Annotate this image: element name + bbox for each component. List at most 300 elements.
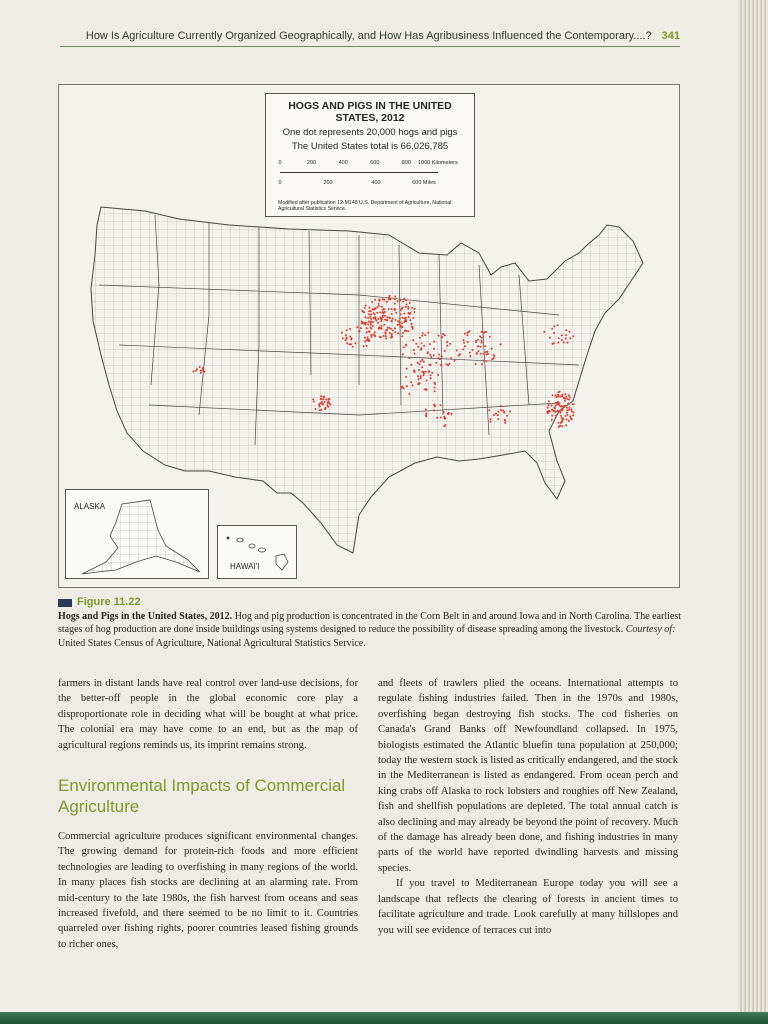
- hog-dot: [361, 310, 363, 312]
- hog-dot: [342, 337, 344, 339]
- hog-dot: [417, 346, 419, 348]
- hog-dot: [466, 334, 468, 336]
- hog-dot: [401, 335, 403, 337]
- hog-dot: [430, 377, 432, 379]
- hog-dot: [319, 406, 321, 408]
- hog-dot: [411, 364, 413, 366]
- map-source: Modified after publication 12-M148 U.S. Department of Agriculture, National Agricultural Statistics Service.: [278, 200, 452, 212]
- figure-caption: [58, 596, 688, 650]
- hog-dot: [378, 328, 380, 330]
- hog-dot: [551, 405, 553, 407]
- hog-dot: [569, 337, 571, 339]
- hog-dot: [486, 354, 488, 356]
- hog-dot: [423, 345, 425, 347]
- hog-dot: [558, 404, 560, 406]
- hog-dot: [397, 324, 399, 326]
- hog-dot: [421, 342, 423, 344]
- hog-dot: [375, 307, 377, 309]
- hog-dot: [430, 374, 432, 376]
- hog-dot: [500, 343, 502, 345]
- scale-tick-label: 600: [370, 160, 380, 166]
- hog-dot: [402, 317, 404, 319]
- hog-dot: [390, 328, 392, 330]
- hog-dot: [395, 312, 397, 314]
- hog-dot: [428, 371, 430, 373]
- hog-dot: [374, 335, 376, 337]
- hog-dot: [559, 425, 561, 427]
- hog-dot: [509, 411, 511, 413]
- hog-dot: [397, 320, 399, 322]
- hog-dot: [397, 332, 399, 334]
- hog-dot: [380, 316, 382, 318]
- hog-dot: [506, 415, 508, 417]
- hog-dot: [447, 345, 449, 347]
- hog-dot: [370, 328, 372, 330]
- hog-dot: [422, 332, 424, 334]
- hog-dot: [413, 371, 415, 373]
- hog-dot: [558, 337, 560, 339]
- hog-dot: [315, 408, 317, 410]
- hog-dot: [361, 321, 363, 323]
- hog-dot: [326, 404, 328, 406]
- hog-dot: [369, 316, 371, 318]
- hog-dot: [408, 316, 410, 318]
- hog-dot: [404, 318, 406, 320]
- hog-dot: [401, 308, 403, 310]
- hog-dot: [566, 409, 568, 411]
- hog-dot: [500, 405, 502, 407]
- hog-dot: [420, 360, 422, 362]
- hog-dot: [565, 396, 567, 398]
- hog-dot: [419, 337, 421, 339]
- hog-dot: [409, 302, 411, 304]
- hog-dot: [412, 328, 414, 330]
- hog-dot: [477, 339, 479, 341]
- hog-dot: [381, 306, 383, 308]
- hog-dot: [555, 394, 557, 396]
- paragraph: Commercial agriculture produces significant environmental changes. The growing demand for protein-rich foods and more efficient technologies are leading to overfishing in many regions of the world. In many places fish stocks are declining at an alarming rate. From mid-century to the late 1980s, the fish harvest from oceans and seas increased fivefold, and there seemed to be no limit to it. Countries quarreled over fishing rights, poorer countries leased fishing grounds to richer ones,: [58, 831, 358, 950]
- hog-dot: [319, 402, 321, 404]
- hog-dot: [325, 399, 327, 401]
- hog-dot: [368, 339, 370, 341]
- hog-dot: [406, 303, 408, 305]
- hog-dot: [557, 401, 559, 403]
- hog-dot: [421, 359, 423, 361]
- paragraph: If you travel to Mediterranean Europe today you will see a landscape that reflects the clearing of forests in ancient times to facilitate agriculture and trade. Look carefully at many hillslopes and you will see evidence of terraces cut into: [378, 878, 678, 936]
- hog-dot: [425, 408, 427, 410]
- hog-dot: [394, 319, 396, 321]
- hog-dot: [568, 420, 570, 422]
- hog-dot: [426, 380, 428, 382]
- hog-dot: [320, 398, 322, 400]
- hog-dot: [573, 403, 575, 405]
- hog-dot: [385, 333, 387, 335]
- hog-dot: [502, 410, 504, 412]
- hog-dot: [467, 332, 469, 334]
- hog-dot: [365, 305, 367, 307]
- hog-dot: [346, 342, 348, 344]
- hog-dot: [563, 418, 565, 420]
- hog-dot: [469, 330, 471, 332]
- hog-dot: [405, 345, 407, 347]
- hog-dot: [403, 387, 405, 389]
- hog-dot: [372, 334, 374, 336]
- hog-dot: [400, 313, 402, 315]
- hog-dot: [568, 407, 570, 409]
- hog-dot: [368, 320, 370, 322]
- hog-dot: [367, 323, 369, 325]
- hog-dot: [500, 409, 502, 411]
- hog-dot: [434, 390, 436, 392]
- hog-dot: [464, 333, 466, 335]
- hog-dot: [568, 394, 570, 396]
- hog-dot: [483, 353, 485, 355]
- hog-dot: [565, 329, 567, 331]
- hog-dot: [417, 362, 419, 364]
- hog-dot: [484, 345, 486, 347]
- hog-dot: [554, 407, 556, 409]
- hog-dot: [405, 299, 407, 301]
- hog-dot: [561, 425, 563, 427]
- hog-dot: [364, 337, 366, 339]
- hog-dot: [401, 322, 403, 324]
- hog-dot: [356, 326, 358, 328]
- hog-dot: [552, 394, 554, 396]
- hog-dot: [352, 346, 354, 348]
- hog-dot: [327, 400, 329, 402]
- hog-dot: [345, 334, 347, 336]
- hog-dot: [386, 301, 388, 303]
- hog-dot: [561, 410, 563, 412]
- hog-dot: [372, 321, 374, 323]
- hog-dot: [480, 353, 482, 355]
- hog-dot: [433, 409, 435, 411]
- hog-dot: [469, 355, 471, 357]
- hog-dot: [327, 398, 329, 400]
- scale-tick-label: 800: [401, 160, 411, 166]
- hog-dot: [322, 398, 324, 400]
- hog-dot: [567, 403, 569, 405]
- hog-dot: [372, 325, 374, 327]
- hog-dot: [386, 316, 388, 318]
- hog-dot: [412, 317, 414, 319]
- hog-dot: [417, 375, 419, 377]
- hog-dot: [554, 410, 556, 412]
- hog-dot: [566, 412, 568, 414]
- running-head-text: How Is Agriculture Currently Organized Geographically, and How Has Agribusiness Influenced the Contemporary....?: [85, 30, 652, 42]
- hog-dot: [403, 298, 405, 300]
- hog-dot: [425, 414, 427, 416]
- hog-dot: [420, 347, 422, 349]
- hog-dot: [497, 418, 499, 420]
- hog-dot: [559, 410, 561, 412]
- hog-dot: [443, 425, 445, 427]
- hog-dot: [481, 342, 483, 344]
- hog-dot: [394, 308, 396, 310]
- section-heading: Environmental Impacts of Commercial Agriculture: [58, 776, 346, 817]
- hog-dot: [549, 337, 551, 339]
- hog-dot: [407, 306, 409, 308]
- hog-dot: [449, 363, 451, 365]
- alaska-label: ALASKA: [74, 502, 106, 511]
- hog-dot: [551, 328, 553, 330]
- hog-dot: [441, 355, 443, 357]
- paragraph: farmers in distant lands have real control over land-use decisions, for the better-off people in the global economic core play a disproportionate role in deciding what will be bought at what price. The colonial era may have come to an end, but as the map of agricultural regions reminds us, its imprint remains strong.: [58, 678, 358, 751]
- body-column-right: [378, 676, 678, 938]
- hog-dot: [379, 311, 381, 313]
- hog-dot: [483, 332, 485, 334]
- scale-tick-label: 0: [278, 180, 282, 186]
- hog-dot: [469, 352, 471, 354]
- hog-dot: [373, 317, 375, 319]
- hog-dot: [397, 300, 399, 302]
- hog-dot: [399, 321, 401, 323]
- hog-dot: [383, 324, 385, 326]
- hog-dot: [389, 317, 391, 319]
- hog-dot: [192, 371, 194, 373]
- hog-dot: [467, 341, 469, 343]
- hog-dot: [409, 357, 411, 359]
- hog-dot: [564, 393, 566, 395]
- hog-dot: [562, 405, 564, 407]
- hog-dot: [407, 330, 409, 332]
- hog-dot: [444, 334, 446, 336]
- hog-dot: [409, 312, 411, 314]
- hog-dot: [547, 407, 549, 409]
- hog-dot: [418, 369, 420, 371]
- hog-dot: [377, 322, 379, 324]
- hog-dot: [497, 414, 499, 416]
- hog-dot: [370, 324, 372, 326]
- hog-dot: [360, 327, 362, 329]
- hog-dot: [447, 364, 449, 366]
- hog-dot: [413, 349, 415, 351]
- hog-dot: [391, 313, 393, 315]
- hog-dot: [404, 320, 406, 322]
- hog-dot: [475, 363, 477, 365]
- hog-dot: [385, 337, 387, 339]
- scale-tick-label: 200: [307, 160, 317, 166]
- hog-dot: [319, 409, 321, 411]
- hog-dot: [429, 343, 431, 345]
- hog-dot: [410, 381, 412, 383]
- hog-dot: [440, 364, 442, 366]
- hog-dot: [196, 368, 198, 370]
- hog-dot: [448, 412, 450, 414]
- hog-dot: [365, 322, 367, 324]
- hog-dot: [561, 394, 563, 396]
- hog-dot: [548, 404, 550, 406]
- hog-dot: [380, 325, 382, 327]
- hog-dot: [438, 335, 440, 337]
- map-legend: [265, 93, 475, 217]
- hog-dot: [406, 385, 408, 387]
- hog-dot: [384, 315, 386, 317]
- hog-dot: [383, 312, 385, 314]
- hog-dot: [389, 332, 391, 334]
- hog-dot: [367, 337, 369, 339]
- hog-dot: [383, 335, 385, 337]
- total-text: The United States total is 66,026,785: [291, 141, 449, 152]
- hog-dot: [438, 357, 440, 359]
- hog-dot: [571, 408, 573, 410]
- dot-value-text: One dot represents 20,000 hogs and pigs: [282, 127, 458, 138]
- hog-dot: [411, 307, 413, 309]
- hog-dot: [378, 305, 380, 307]
- hog-dot: [392, 330, 394, 332]
- hog-dot: [366, 331, 368, 333]
- hog-dot: [433, 341, 435, 343]
- figure-marker-icon: [58, 599, 72, 607]
- paragraph: and fleets of trawlers plied the oceans. International attempts to regulate fishing industries failed. Then in the 1970s and 1980s, overfishing began destroying fish stocks. The cod fisheries on Canada's Grand Banks off Newfoundland collapsed. In 1975, biologists estimated the Atlantic bluefin tuna population at 250,000; today the western stock is listed as critically endangered, and the stock in the Mediterranean is listed as endangered. From ocean perch and king crabs off Alaska to rock lobsters and roughies off New Zealand, fish and shellfish populations are depleted. The total annual catch is also declining and may already be beyond the point of recovery. Much of the damage has already been done, and fishing industries in many parts of the world have reported dwindling harvests and missing species.: [378, 678, 678, 874]
- hog-dot: [378, 299, 380, 301]
- hog-dot: [491, 358, 493, 360]
- hog-dot: [572, 414, 574, 416]
- hog-dot: [553, 325, 555, 327]
- hog-dot: [385, 329, 387, 331]
- hog-dot: [368, 313, 370, 315]
- scale-tick-label: 1000 Kilometers: [418, 160, 458, 166]
- hog-dot: [426, 389, 428, 391]
- hog-dot: [366, 327, 368, 329]
- hog-dot: [425, 371, 427, 373]
- hog-dot: [389, 295, 391, 297]
- hog-dot: [402, 332, 404, 334]
- figure-map-frame: [58, 84, 680, 588]
- hog-dot: [557, 410, 559, 412]
- hog-dot: [561, 339, 563, 341]
- hog-dot: [384, 319, 386, 321]
- hog-dot: [399, 317, 401, 319]
- hog-dot: [370, 334, 372, 336]
- hog-dot: [391, 333, 393, 335]
- hog-dot: [415, 343, 417, 345]
- hog-dot: [557, 394, 559, 396]
- hog-dot: [429, 364, 431, 366]
- hog-dot: [407, 308, 409, 310]
- scale-tick-label: 400: [371, 180, 381, 186]
- hog-dot: [202, 367, 204, 369]
- hawaii-label: HAWAI'I: [230, 562, 260, 571]
- hog-dot: [412, 384, 414, 386]
- hog-dot: [450, 357, 452, 359]
- hog-dot: [556, 403, 558, 405]
- hog-dot: [552, 343, 554, 345]
- hog-dot: [553, 332, 555, 334]
- running-head: [60, 30, 680, 47]
- hog-dot: [440, 417, 442, 419]
- hog-dot: [365, 316, 367, 318]
- hog-dot: [573, 412, 575, 414]
- hog-dot: [413, 311, 415, 313]
- scale-bar: [278, 160, 462, 194]
- scale-tick-label: 600 Miles: [412, 180, 436, 186]
- hog-dot: [383, 308, 385, 310]
- hog-dot: [369, 331, 371, 333]
- hog-dot: [566, 419, 568, 421]
- hog-dot: [481, 340, 483, 342]
- hog-dot: [479, 335, 481, 337]
- hog-dot: [454, 360, 456, 362]
- hog-dot: [569, 396, 571, 398]
- hog-dot: [478, 350, 480, 352]
- hog-dot: [493, 414, 495, 416]
- hog-dot: [328, 402, 330, 404]
- hog-dot: [423, 373, 425, 375]
- hog-dot: [414, 353, 416, 355]
- hog-dot: [370, 320, 372, 322]
- hog-dot: [475, 340, 477, 342]
- hog-dot: [380, 336, 382, 338]
- hog-dot: [417, 382, 419, 384]
- hog-dot: [481, 363, 483, 365]
- hog-dot: [551, 415, 553, 417]
- hog-dot: [423, 374, 425, 376]
- hog-dot: [481, 331, 483, 333]
- hog-dot: [388, 327, 390, 329]
- hog-dot: [490, 421, 492, 423]
- hog-dot: [562, 408, 564, 410]
- hog-dot: [444, 350, 446, 352]
- figure-number: Figure 11.22: [77, 596, 141, 608]
- cover-band: [0, 1012, 768, 1024]
- hog-dot: [543, 331, 545, 333]
- hog-dot: [504, 422, 506, 424]
- hog-dot: [429, 354, 431, 356]
- hog-dot: [489, 336, 491, 338]
- hog-dot: [436, 417, 438, 419]
- hog-dot: [369, 307, 371, 309]
- hog-dot: [341, 332, 343, 334]
- hog-dot: [442, 333, 444, 335]
- hog-dot: [493, 355, 495, 357]
- hog-dot: [407, 312, 409, 314]
- hog-dot: [446, 341, 448, 343]
- hog-dot: [564, 398, 566, 400]
- hog-dot: [559, 395, 561, 397]
- hog-dot: [486, 360, 488, 362]
- hog-dot: [564, 405, 566, 407]
- hog-dot: [374, 331, 376, 333]
- figure-label: [58, 596, 688, 610]
- hog-dot: [324, 407, 326, 409]
- hog-dot: [449, 343, 451, 345]
- hog-dot: [394, 296, 396, 298]
- hog-dot: [430, 356, 432, 358]
- hog-dot: [434, 383, 436, 385]
- hog-dot: [394, 327, 396, 329]
- map-title: HOGS AND PIGS IN THE UNITED STATES, 2012: [288, 100, 452, 124]
- hog-dot: [388, 308, 390, 310]
- hog-dot: [378, 303, 380, 305]
- figure-text: Hog and pig production is concentrated in the Corn Belt in and around Iowa and in North Carolina. The earliest stages of hog production are done inside buildings using systems designed to reduce the possibility of disease spreading among the livestock.: [58, 610, 682, 635]
- hog-dot: [402, 353, 404, 355]
- hog-dot: [434, 387, 436, 389]
- hog-dot: [354, 342, 356, 344]
- hog-dot: [476, 353, 478, 355]
- hog-dot: [312, 398, 314, 400]
- hog-dot: [406, 368, 408, 370]
- hog-dot: [441, 336, 443, 338]
- hog-dot: [344, 339, 346, 341]
- hog-dot: [572, 335, 574, 337]
- hog-dot: [394, 331, 396, 333]
- hog-dot: [565, 415, 567, 417]
- hog-dot: [435, 362, 437, 364]
- hog-dot: [421, 366, 423, 368]
- hog-dot: [361, 323, 363, 325]
- hog-dot: [366, 345, 368, 347]
